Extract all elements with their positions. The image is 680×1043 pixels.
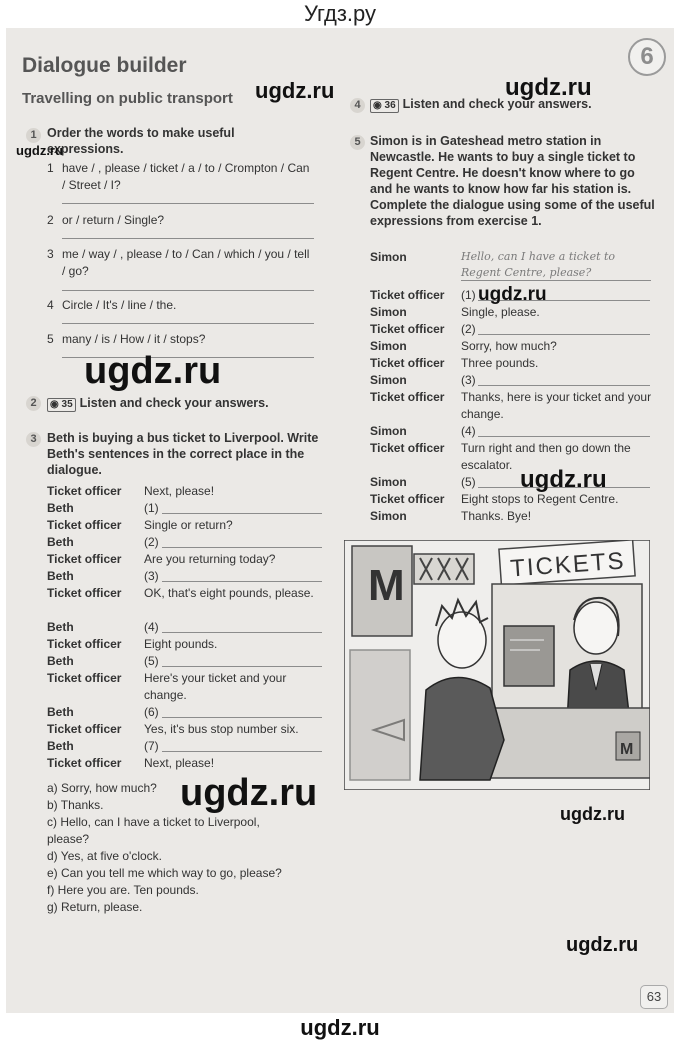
ex1-item-number: 5 [47, 332, 54, 346]
dialogue-line: (7) [144, 739, 159, 753]
exercise-5-instruction: Simon is in Gateshead metro station in Newcastle. He wants to buy a single ticket to Regent Centre. He doesn't know where to go and he wants to know how far his station is. Complete the dialogue using some of the useful expressions from exercise 1. [370, 134, 655, 228]
dialogue-line: (2) [144, 535, 159, 549]
handwritten-answer: Hello, can I have a ticket to Regent Centre, please? [461, 250, 616, 279]
option-b: b) Thanks. [47, 798, 104, 812]
exercise-1-number: 1 [26, 128, 41, 143]
dialogue-speaker: Ticket officer [47, 484, 122, 498]
ex1-item-number: 2 [47, 213, 54, 227]
ex1-item-number: 1 [47, 161, 54, 175]
watermark: ugdz.ru [566, 934, 639, 956]
dialogue-speaker: Ticket officer [370, 492, 445, 506]
answer-line[interactable] [478, 436, 650, 437]
dialogue-speaker: Ticket officer [47, 518, 122, 532]
counter-m-mark: M [620, 741, 634, 758]
page-title: Dialogue builder [22, 54, 187, 77]
dialogue-line: Yes, it's bus stop number six. [144, 722, 299, 736]
dialogue-line: (5) [461, 475, 476, 489]
dialogue-speaker: Ticket officer [47, 671, 122, 685]
tickets-sign: TICKETS [509, 547, 627, 583]
dialogue-speaker: Ticket officer [47, 637, 122, 651]
ex1-item-text: or / return / Single? [62, 213, 165, 227]
dialogue-line: Next, please! [144, 756, 215, 770]
answer-line[interactable] [162, 581, 322, 582]
ex1-item-number: 3 [47, 247, 54, 261]
dialogue-line: (1) [144, 501, 159, 515]
site-header[interactable]: Угдз.ру [0, 0, 680, 28]
watermark: ugdz.ru [84, 350, 222, 392]
dialogue-speaker: Ticket officer [47, 552, 122, 566]
dialogue-line: Next, please! [144, 484, 215, 498]
watermark: ugdz.ru [560, 804, 625, 824]
dialogue-speaker: Simon [370, 373, 407, 387]
answer-line[interactable] [62, 203, 314, 204]
watermark: ugdz.ru [16, 143, 63, 158]
dialogue-line: Eight pounds. [144, 637, 218, 651]
track-number: 35 [61, 399, 73, 410]
dialogue-line: Turn right and then go down the escalator. [461, 441, 631, 472]
option-g: g) Return, please. [47, 900, 143, 914]
option-f: f) Here you are. Ten pounds. [47, 883, 199, 897]
answer-line[interactable] [162, 751, 322, 752]
exercise-2-number: 2 [26, 396, 41, 411]
dialogue-line: Sorry, how much? [461, 339, 557, 353]
dialogue-speaker: Ticket officer [370, 322, 445, 336]
answer-line[interactable] [62, 323, 314, 324]
dialogue-line: (4) [144, 620, 159, 634]
site-footer[interactable]: ugdz.ru [0, 1013, 680, 1043]
dialogue-speaker: Ticket officer [370, 356, 445, 370]
section-subtitle: Travelling on public transport [22, 90, 233, 107]
dialogue-speaker: Beth [47, 654, 74, 668]
dialogue-line: Thanks, here is your ticket and your change. [461, 390, 652, 421]
dialogue-line: (4) [461, 424, 476, 438]
watermark: ugdz.ru [255, 78, 335, 103]
exercise-2-text: Listen and check your answers. [79, 396, 269, 410]
answer-line[interactable] [162, 547, 322, 548]
dialogue-speaker: Ticket officer [47, 722, 122, 736]
exercise-3-instruction: Beth is buying a bus ticket to Liverpool. Write Beth's sentences in the correct place in the dialogue. [47, 431, 319, 477]
metro-ticket-office-illustration [344, 540, 650, 790]
dialogue-line: Three pounds. [461, 356, 539, 370]
page-number: 63 [640, 985, 668, 1009]
dialogue-line: Thanks. Bye! [461, 509, 532, 523]
watermark: ugdz.ru [180, 772, 318, 814]
option-c: c) Hello, can I have a ticket to Liverpool, please? [47, 815, 260, 846]
dialogue-speaker: Beth [47, 569, 74, 583]
audio-track-icon[interactable]: ◉ 35 [47, 398, 76, 412]
option-a: a) Sorry, how much? [47, 781, 157, 795]
dialogue-line: Single or return? [144, 518, 233, 532]
dialogue-speaker: Beth [47, 739, 74, 753]
ex1-item-text: Circle / It's / line / the. [62, 298, 177, 312]
dialogue-line: (3) [461, 373, 476, 387]
dialogue-line: Here's your ticket and your change. [144, 671, 287, 702]
dialogue-speaker: Ticket officer [370, 390, 445, 404]
ex1-item-text: many / is / How / it / stops? [62, 332, 206, 346]
answer-line[interactable] [162, 513, 322, 514]
watermark: ugdz.ru [505, 74, 592, 101]
answer-line[interactable] [162, 632, 322, 633]
dialogue-line: (5) [144, 654, 159, 668]
exercise-5-number: 5 [350, 135, 365, 150]
answer-line[interactable] [62, 290, 314, 291]
dialogue-speaker: Simon [370, 509, 407, 523]
answer-line[interactable] [162, 666, 322, 667]
exercise-3-number: 3 [26, 432, 41, 447]
answer-line[interactable] [478, 385, 650, 386]
dialogue-line: Single, please. [461, 305, 540, 319]
answer-line[interactable] [478, 334, 650, 335]
dialogue-speaker: Beth [47, 535, 74, 549]
dialogue-speaker: Beth [47, 620, 74, 634]
exercise-2-instruction [47, 395, 307, 412]
dialogue-line: (2) [461, 322, 476, 336]
dialogue-speaker: Ticket officer [370, 288, 445, 302]
exercise-4-number: 4 [350, 98, 365, 113]
dialogue-line: Eight stops to Regent Centre. [461, 492, 619, 506]
dialogue-speaker: Simon [370, 250, 407, 264]
dialogue-speaker: Simon [370, 339, 407, 353]
dialogue-speaker: Simon [370, 424, 407, 438]
dialogue-speaker: Ticket officer [47, 756, 122, 770]
metro-sign-letter: M [368, 561, 405, 610]
watermark: ugdz.ru [478, 284, 547, 305]
exercise-4-text: Listen and check your answers. [402, 97, 592, 111]
watermark: ugdz.ru [520, 466, 607, 493]
dialogue-speaker: Beth [47, 501, 74, 515]
dialogue-line: Are you returning today? [144, 552, 276, 566]
dialogue-line: (1) [461, 288, 476, 302]
dialogue-speaker: Ticket officer [370, 441, 445, 455]
ex1-item-number: 4 [47, 298, 54, 312]
ex1-item-text: have / , please / ticket / a / to / Crompton / Can / Street / I? [62, 161, 310, 192]
dialogue-speaker: Beth [47, 705, 74, 719]
dialogue-speaker: Simon [370, 305, 407, 319]
answer-line[interactable] [162, 717, 322, 718]
option-e: e) Can you tell me which way to go, please? [47, 866, 282, 880]
option-d: d) Yes, at five o'clock. [47, 849, 163, 863]
track-number: 36 [384, 100, 396, 111]
ex1-item-text: me / way / , please / to / Can / which / you / tell / go? [62, 247, 310, 278]
dialogue-speaker: Ticket officer [47, 586, 122, 600]
dialogue-line: (3) [144, 569, 159, 583]
answer-line[interactable] [461, 280, 651, 281]
unit-number-badge: 6 [628, 38, 666, 76]
exercise-1-instruction: Order the words to make useful expressions. [47, 126, 235, 156]
dialogue-line: (6) [144, 705, 159, 719]
dialogue-speaker: Simon [370, 475, 407, 489]
dialogue-line: OK, that's eight pounds, please. [144, 586, 314, 600]
answer-line[interactable] [62, 238, 314, 239]
audio-track-icon[interactable]: ◉ 36 [370, 99, 399, 113]
